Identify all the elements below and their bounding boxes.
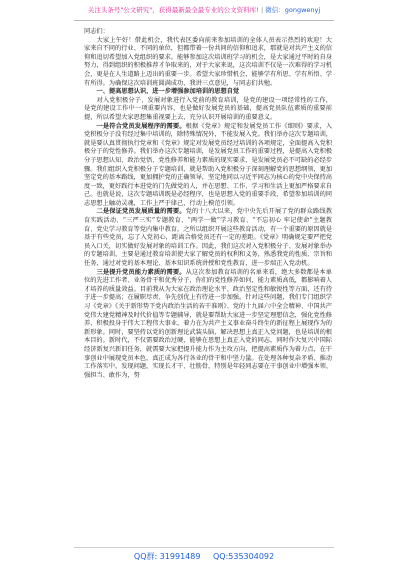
public-account-text: 关注头条号"公文研究" — [87, 6, 153, 14]
point-3-text: 从这次参加教育培训的名单来看，绝大多数都是本单位的先进工作者、业务骨干和优秀分子，你们的党性修养如何，能力素质高低，都影响着人才培养的质量效益。目前我从为大家在政治理论水平、政治坚定性和敏锐性等方面，还有待于进一步提高；在履职尽责、争先创优上有待进一步加强。针对这些问题，我们专门组织学习《党章》《关于新形势下党内政治生活的若干准则》、党的十九届六中全会精神、中国共产党伟大建党精神及时代价值等专题辅导，就是要帮助大家进一步坚定理想信念，强化党性修养，积极投身于伟大工程伟大事业，着力在为共产主义事业奋斗终生的新征程上展现作为的新形象。同时，要坚持以党的创新理论武装头脑，解决思想上真正入党问题，也是培训的根本目的。新时代，不仅需要政治过硬，能够在思想上真正入党的同志，同时作大复兴中国际经济新复兴新旧任务，就需要大家把提升能力作为主攻方向，把提高素质作为着力点，在干事创业中展现党员本色，真正成为各行各业的骨干和中坚力量。在处理各种复杂矛盾、推动工作落实中，发现问题，实现长才干、壮筋骨，特别是年轻同志要在干事创业中增强本领、强担当、敢作为，努 — [84, 268, 332, 379]
header-divider — [74, 20, 334, 21]
qq-text: QQ:535304092 — [213, 552, 275, 561]
intro-paragraph: 大家上午好！借此机会，我代表区委向前来参加培训的全体人员表示热烈的欢迎！大家来自不同的行业、不同的单位，但都带着一份共同的信仰和追求，那就是对共产主义的信仰和追切希望加入党组织的要求。能够参加这次培训班学习的机会，是大家通过平时的自身努力，得到组织的积极推荐才争取来的，对于大家来说，这次培训不仅是一次难得的学习机会，更是在人生道路上迈出的重要一步。希望大家珍惜机会，能够学有所思、学有所悟、学有所得。为确保这次培训班圆满成功，我讲三点意见，与同志们共勉。 — [84, 36, 332, 87]
point-3-lead: 三是提升党员能力素质的需要。 — [96, 268, 186, 276]
tagline-text: 获得最新最全最专业的公文资料库! — [158, 6, 259, 14]
point-2-lead: 二是保证党员发展质量的需要。 — [96, 208, 186, 216]
qq-group-text: QQ群: 31991489 — [133, 552, 201, 561]
point-1-lead: 一是符合党员发展程序的需要。 — [96, 122, 186, 130]
point-1-text: 根据《党章》规定和发展党员工作《细则》要求，入党积极分子没有经过集中培训的，除特殊情况外，不能发展入党。我们举办这次专题培训，就是要认真贯彻执行党章和《党章》规定对发展党员经过培训的各项规定，全面提高入党积极分子的党性修养。我们举办这次专题培训，是发展党员工作的重要过程，是提高入党积极分子思想认知、政治觉悟、党性修养和能力素质的现实要求，是发展党员必不可缺的必经步骤。我们组织入党积极分子专题培训，就是帮助入党积极分子深刻理解党的思想纲领，更加坚定党的基本路线，更加拥护党的正确领导，坚定地同以习近平同志为核心的党中央保持高度一致，更好践行本进党的门先做党的人，并在思想、工作、学习和生活上更加严格要求自己。也就是说，这次专题培训既是必经程序，也是思想入党的重要手段，希望参加培训的同志思想上触动灵魂，工作上严于律己，行动上模范引领。 — [84, 122, 332, 207]
point-2-text: 党的十八大以来，党中央先后开展了党的群众路线教育实践活动、“三严三实”专题教育、“两学一做”学习教育、“不忘初心 牢记使命”主题教育、党史学习教育等党内集中教育，之所以组织开展这些教育活动，有一个重要的原因就是基于有些党员，忘了入党初心，距离合格党员还有一定的差距。《党章》明确规定要严把党员入口关，切实做好发展对象的培训工作。因此，我们这次对入党积极分子、发展对象举办的专题培训，主要是通过教育培训使大家了解党员的权利和义务，熟悉我党的性质、宗旨和任务，通过对党的基本理论、基本知识系统讲授和党性教育，进一步端正入党动机。 — [84, 208, 332, 268]
greeting: 同志们： — [84, 28, 109, 35]
wechat-id-text: 微信：gongwenyj — [265, 6, 321, 14]
point-3-paragraph — [84, 269, 332, 381]
point-2-paragraph — [84, 208, 332, 268]
footer — [0, 551, 408, 562]
footer-divider — [74, 547, 334, 548]
point-1-paragraph — [84, 123, 332, 209]
section1-intro-paragraph: 对入党积极分子、发展对象进行入党前的教育培训，是党的建设一项经常性的工作，是党的建设工作中一项重要内容，也是做好发展党员的基础，提高党员队伍素质的重要前提，所以希望大家思想集重视要上去，充分认识开展培训的重要意义。 — [84, 96, 332, 121]
section-heading-1: 一、提高思想认识，进一步增强参加培训的思想自觉 — [96, 88, 240, 96]
document-body — [84, 28, 332, 380]
top-banner: 关注头条号"公文研究"，获得最新最全最专业的公文资料库! | 微信：gongwenyj — [87, 6, 321, 14]
